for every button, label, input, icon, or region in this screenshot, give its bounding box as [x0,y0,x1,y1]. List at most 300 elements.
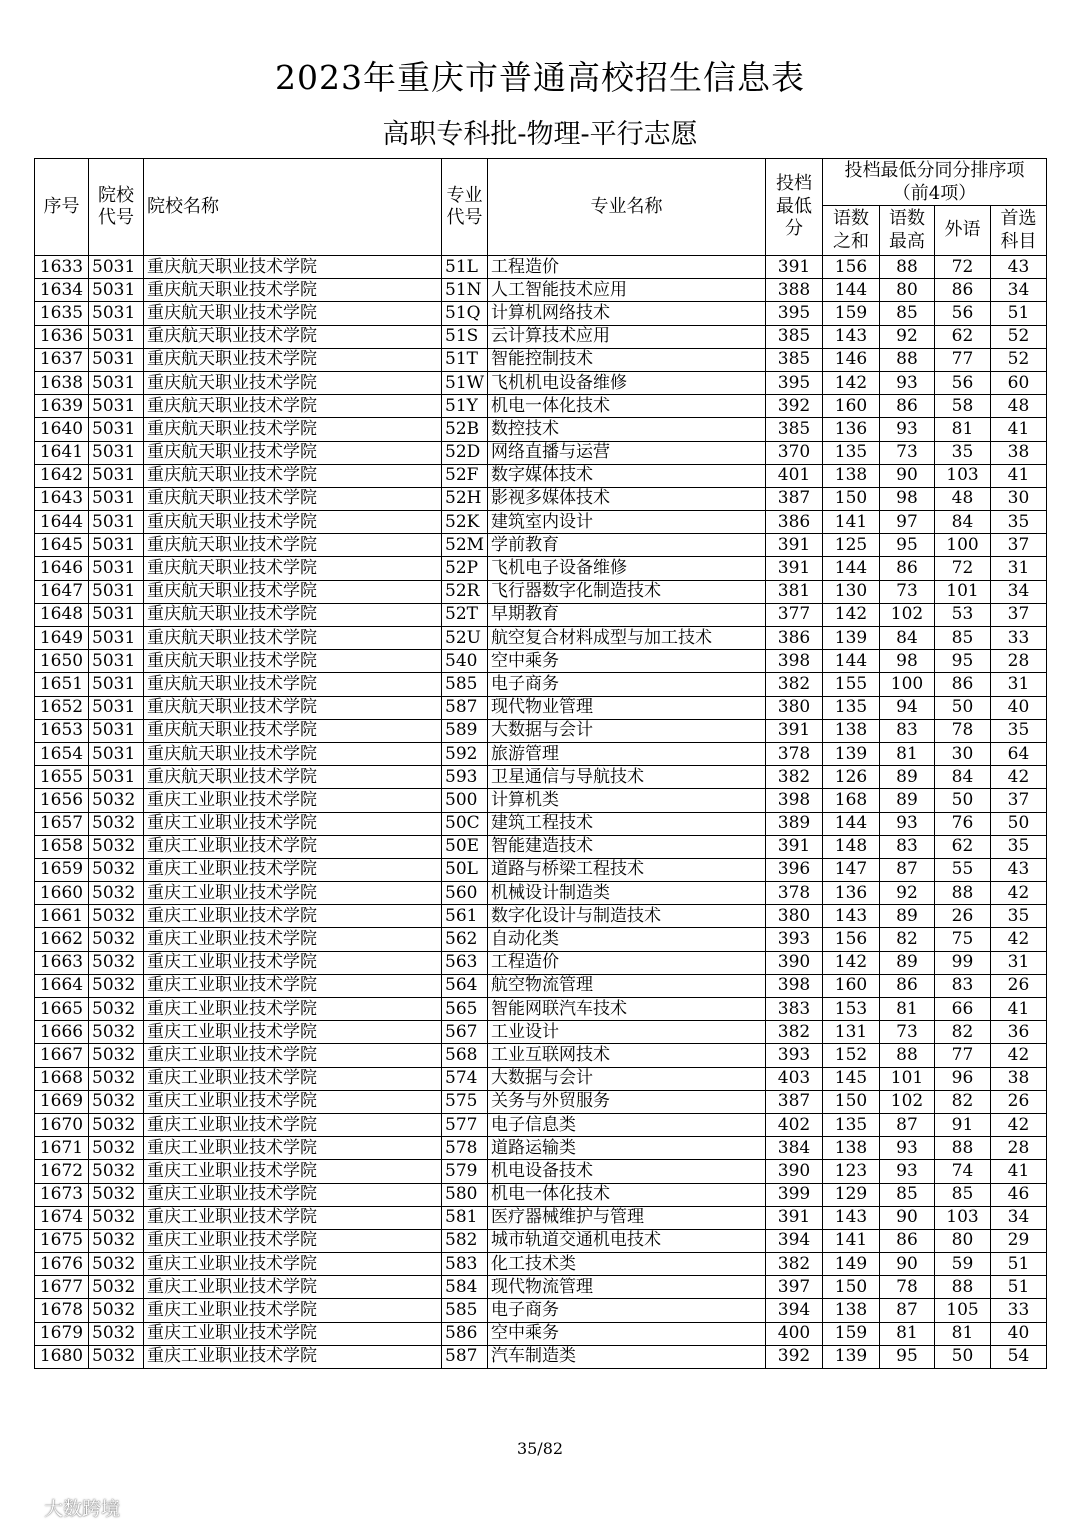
cell-seq: 1658 [35,835,89,858]
cell-max-chinese-math: 89 [880,905,935,928]
cell-school-name: 重庆航天职业技术学院 [144,464,442,487]
cell-school-code: 5032 [89,928,144,951]
cell-school-code: 5031 [89,742,144,765]
cell-max-chinese-math: 89 [880,951,935,974]
cell-min-score: 393 [766,928,823,951]
cell-major-name: 智能建造技术 [488,835,766,858]
cell-school-code: 5031 [89,627,144,650]
table-row [35,998,1047,1021]
cell-sum-chinese-math: 144 [823,650,880,673]
cell-school-name: 重庆航天职业技术学院 [144,279,442,302]
cell-school-name: 重庆工业职业技术学院 [144,928,442,951]
table-row [35,974,1047,997]
cell-major-code: 52R [442,580,488,603]
cell-min-score: 388 [766,279,823,302]
cell-school-name: 重庆工业职业技术学院 [144,1229,442,1252]
cell-seq: 1635 [35,302,89,325]
cell-sum-chinese-math: 143 [823,905,880,928]
header-first-subject: 首选科目 [991,206,1047,256]
cell-seq: 1651 [35,673,89,696]
cell-major-code: 51S [442,325,488,348]
cell-foreign-language: 75 [935,928,991,951]
table-row [35,1090,1047,1113]
cell-seq: 1652 [35,696,89,719]
table-row [35,580,1047,603]
cell-foreign-language: 99 [935,951,991,974]
cell-min-score: 396 [766,858,823,881]
cell-seq: 1668 [35,1067,89,1090]
cell-sum-chinese-math: 139 [823,1345,880,1368]
cell-first-subject: 41 [991,1160,1047,1183]
cell-max-chinese-math: 97 [880,511,935,534]
cell-first-subject: 26 [991,974,1047,997]
cell-school-code: 5031 [89,766,144,789]
cell-major-code: 52D [442,441,488,464]
cell-major-name: 数控技术 [488,418,766,441]
cell-sum-chinese-math: 135 [823,441,880,464]
table-row [35,371,1047,394]
cell-foreign-language: 77 [935,348,991,371]
cell-min-score: 397 [766,1276,823,1299]
cell-seq: 1679 [35,1322,89,1345]
cell-first-subject: 41 [991,998,1047,1021]
cell-major-code: 52T [442,603,488,626]
cell-max-chinese-math: 85 [880,302,935,325]
cell-first-subject: 37 [991,603,1047,626]
cell-major-code: 562 [442,928,488,951]
table-row [35,650,1047,673]
cell-max-chinese-math: 102 [880,603,935,626]
table-row [35,441,1047,464]
cell-foreign-language: 72 [935,256,991,279]
cell-seq: 1664 [35,974,89,997]
cell-min-score: 390 [766,1160,823,1183]
cell-foreign-language: 86 [935,673,991,696]
cell-school-name: 重庆工业职业技术学院 [144,1206,442,1229]
cell-min-score: 398 [766,650,823,673]
table-row [35,1276,1047,1299]
cell-max-chinese-math: 88 [880,256,935,279]
cell-first-subject: 43 [991,858,1047,881]
cell-major-name: 电子商务 [488,1299,766,1322]
cell-major-code: 568 [442,1044,488,1067]
cell-max-chinese-math: 95 [880,1345,935,1368]
cell-sum-chinese-math: 144 [823,279,880,302]
cell-sum-chinese-math: 153 [823,998,880,1021]
cell-school-code: 5031 [89,325,144,348]
cell-school-name: 重庆航天职业技术学院 [144,325,442,348]
cell-major-name: 影视多媒体技术 [488,487,766,510]
header-major-code: 专业代号 [442,159,488,256]
cell-major-name: 网络直播与运营 [488,441,766,464]
cell-school-code: 5032 [89,835,144,858]
cell-major-name: 工业设计 [488,1021,766,1044]
cell-seq: 1661 [35,905,89,928]
cell-seq: 1678 [35,1299,89,1322]
cell-major-code: 587 [442,1345,488,1368]
cell-major-code: 52B [442,418,488,441]
cell-first-subject: 51 [991,1276,1047,1299]
cell-first-subject: 31 [991,673,1047,696]
cell-min-score: 382 [766,1021,823,1044]
cell-sum-chinese-math: 152 [823,1044,880,1067]
cell-max-chinese-math: 92 [880,882,935,905]
table-row [35,603,1047,626]
cell-major-code: 578 [442,1137,488,1160]
cell-max-chinese-math: 73 [880,1021,935,1044]
cell-school-code: 5031 [89,603,144,626]
cell-sum-chinese-math: 138 [823,1299,880,1322]
cell-major-code: 563 [442,951,488,974]
cell-major-name: 城市轨道交通机电技术 [488,1229,766,1252]
cell-major-code: 589 [442,719,488,742]
table-row [35,418,1047,441]
cell-foreign-language: 50 [935,789,991,812]
cell-school-code: 5031 [89,580,144,603]
cell-foreign-language: 35 [935,441,991,464]
cell-max-chinese-math: 83 [880,835,935,858]
cell-foreign-language: 88 [935,882,991,905]
cell-sum-chinese-math: 142 [823,603,880,626]
cell-max-chinese-math: 85 [880,1183,935,1206]
cell-major-code: 564 [442,974,488,997]
cell-foreign-language: 48 [935,487,991,510]
cell-major-name: 道路与桥梁工程技术 [488,858,766,881]
cell-major-code: 574 [442,1067,488,1090]
cell-school-code: 5032 [89,1322,144,1345]
table-row [35,858,1047,881]
cell-major-code: 577 [442,1113,488,1136]
cell-seq: 1654 [35,742,89,765]
cell-school-code: 5032 [89,951,144,974]
cell-school-code: 5032 [89,1113,144,1136]
cell-major-code: 51W [442,371,488,394]
cell-major-name: 飞机机电设备维修 [488,371,766,394]
cell-major-code: 579 [442,1160,488,1183]
cell-sum-chinese-math: 145 [823,1067,880,1090]
cell-sum-chinese-math: 130 [823,580,880,603]
cell-max-chinese-math: 90 [880,464,935,487]
cell-first-subject: 52 [991,348,1047,371]
table-row [35,279,1047,302]
table-row [35,951,1047,974]
cell-school-code: 5031 [89,557,144,580]
cell-school-name: 重庆工业职业技术学院 [144,1090,442,1113]
cell-school-code: 5031 [89,395,144,418]
cell-foreign-language: 88 [935,1137,991,1160]
cell-major-code: 567 [442,1021,488,1044]
cell-school-name: 重庆工业职业技术学院 [144,998,442,1021]
cell-min-score: 398 [766,974,823,997]
cell-major-name: 工业互联网技术 [488,1044,766,1067]
cell-max-chinese-math: 87 [880,1299,935,1322]
cell-major-name: 飞机电子设备维修 [488,557,766,580]
cell-seq: 1669 [35,1090,89,1113]
cell-school-code: 5032 [89,1067,144,1090]
cell-min-score: 382 [766,673,823,696]
cell-major-name: 航空物流管理 [488,974,766,997]
table-row [35,487,1047,510]
cell-school-name: 重庆工业职业技术学院 [144,1137,442,1160]
cell-foreign-language: 100 [935,534,991,557]
cell-max-chinese-math: 93 [880,1160,935,1183]
cell-first-subject: 36 [991,1021,1047,1044]
cell-major-name: 空中乘务 [488,1322,766,1345]
cell-major-name: 数字媒体技术 [488,464,766,487]
header-seq: 序号 [35,159,89,256]
cell-max-chinese-math: 73 [880,441,935,464]
table-row [35,557,1047,580]
cell-foreign-language: 72 [935,557,991,580]
cell-sum-chinese-math: 141 [823,511,880,534]
header-foreign-language: 外语 [935,206,991,256]
cell-max-chinese-math: 92 [880,325,935,348]
cell-major-code: 52U [442,627,488,650]
cell-school-code: 5031 [89,256,144,279]
header-school-name: 院校名称 [144,159,442,256]
cell-school-name: 重庆航天职业技术学院 [144,348,442,371]
cell-sum-chinese-math: 160 [823,974,880,997]
cell-foreign-language: 77 [935,1044,991,1067]
cell-first-subject: 28 [991,1137,1047,1160]
cell-school-code: 5031 [89,348,144,371]
cell-seq: 1645 [35,534,89,557]
cell-min-score: 391 [766,557,823,580]
cell-major-code: 581 [442,1206,488,1229]
cell-max-chinese-math: 86 [880,974,935,997]
cell-school-name: 重庆航天职业技术学院 [144,719,442,742]
cell-school-code: 5032 [89,1253,144,1276]
cell-seq: 1636 [35,325,89,348]
cell-max-chinese-math: 102 [880,1090,935,1113]
cell-min-score: 385 [766,325,823,348]
cell-school-name: 重庆工业职业技术学院 [144,905,442,928]
cell-seq: 1676 [35,1253,89,1276]
cell-min-score: 370 [766,441,823,464]
cell-foreign-language: 84 [935,511,991,534]
cell-min-score: 380 [766,696,823,719]
cell-school-code: 5032 [89,882,144,905]
cell-min-score: 382 [766,1253,823,1276]
cell-school-code: 5031 [89,464,144,487]
page-title: 2023年重庆市普通高校招生信息表 [275,58,805,97]
cell-sum-chinese-math: 138 [823,464,880,487]
cell-first-subject: 46 [991,1183,1047,1206]
cell-sum-chinese-math: 131 [823,1021,880,1044]
cell-first-subject: 31 [991,557,1047,580]
page-subtitle: 高职专科批-物理-平行志愿 [382,119,698,150]
cell-seq: 1662 [35,928,89,951]
cell-major-code: 540 [442,650,488,673]
cell-school-code: 5032 [89,1137,144,1160]
cell-min-score: 394 [766,1299,823,1322]
cell-min-score: 403 [766,1067,823,1090]
cell-major-code: 586 [442,1322,488,1345]
cell-max-chinese-math: 95 [880,534,935,557]
cell-first-subject: 48 [991,395,1047,418]
cell-major-name: 旅游管理 [488,742,766,765]
cell-min-score: 395 [766,371,823,394]
cell-school-code: 5032 [89,1044,144,1067]
cell-first-subject: 34 [991,279,1047,302]
cell-sum-chinese-math: 139 [823,627,880,650]
cell-foreign-language: 76 [935,812,991,835]
cell-max-chinese-math: 90 [880,1253,935,1276]
cell-sum-chinese-math: 147 [823,858,880,881]
table-row [35,627,1047,650]
cell-school-name: 重庆航天职业技术学院 [144,742,442,765]
cell-school-code: 5032 [89,1206,144,1229]
cell-max-chinese-math: 84 [880,627,935,650]
cell-major-code: 500 [442,789,488,812]
cell-sum-chinese-math: 159 [823,302,880,325]
header-max-chinese-math: 语数最高 [880,206,935,256]
cell-seq: 1665 [35,998,89,1021]
cell-foreign-language: 103 [935,1206,991,1229]
cell-school-name: 重庆工业职业技术学院 [144,1113,442,1136]
cell-seq: 1644 [35,511,89,534]
cell-school-code: 5032 [89,812,144,835]
cell-major-name: 人工智能技术应用 [488,279,766,302]
cell-first-subject: 41 [991,418,1047,441]
cell-major-code: 51L [442,256,488,279]
cell-sum-chinese-math: 156 [823,256,880,279]
table-row [35,742,1047,765]
cell-max-chinese-math: 86 [880,395,935,418]
cell-seq: 1638 [35,371,89,394]
cell-school-code: 5032 [89,1345,144,1368]
table-row [35,812,1047,835]
cell-max-chinese-math: 89 [880,789,935,812]
cell-major-code: 52H [442,487,488,510]
table-row [35,464,1047,487]
cell-first-subject: 29 [991,1229,1047,1252]
cell-school-name: 重庆工业职业技术学院 [144,1322,442,1345]
cell-min-score: 391 [766,1206,823,1229]
cell-sum-chinese-math: 159 [823,1322,880,1345]
cell-major-name: 大数据与会计 [488,1067,766,1090]
cell-major-name: 机械设计制造类 [488,882,766,905]
cell-max-chinese-math: 94 [880,696,935,719]
cell-sum-chinese-math: 129 [823,1183,880,1206]
cell-foreign-language: 30 [935,742,991,765]
cell-seq: 1672 [35,1160,89,1183]
cell-min-score: 380 [766,905,823,928]
cell-first-subject: 40 [991,696,1047,719]
cell-school-code: 5032 [89,1276,144,1299]
cell-school-name: 重庆航天职业技术学院 [144,511,442,534]
watermark-text: 大数跨境 [44,1498,121,1520]
cell-min-score: 377 [766,603,823,626]
cell-school-code: 5031 [89,673,144,696]
cell-school-name: 重庆工业职业技术学院 [144,1299,442,1322]
cell-major-code: 52M [442,534,488,557]
cell-seq: 1670 [35,1113,89,1136]
cell-school-name: 重庆工业职业技术学院 [144,835,442,858]
cell-foreign-language: 82 [935,1021,991,1044]
cell-first-subject: 51 [991,302,1047,325]
cell-sum-chinese-math: 135 [823,696,880,719]
table-header [35,159,1047,256]
cell-major-code: 587 [442,696,488,719]
cell-major-name: 机电设备技术 [488,1160,766,1183]
cell-foreign-language: 85 [935,627,991,650]
cell-min-score: 399 [766,1183,823,1206]
table-row [35,766,1047,789]
cell-foreign-language: 82 [935,1090,991,1113]
table-row [35,1113,1047,1136]
cell-major-name: 工程造价 [488,256,766,279]
cell-foreign-language: 86 [935,279,991,302]
cell-first-subject: 30 [991,487,1047,510]
cell-first-subject: 51 [991,1253,1047,1276]
cell-sum-chinese-math: 155 [823,673,880,696]
cell-school-code: 5031 [89,418,144,441]
cell-major-code: 52K [442,511,488,534]
table-row [35,928,1047,951]
cell-foreign-language: 101 [935,580,991,603]
cell-max-chinese-math: 81 [880,998,935,1021]
cell-major-code: 592 [442,742,488,765]
cell-min-score: 391 [766,835,823,858]
cell-major-code: 561 [442,905,488,928]
cell-sum-chinese-math: 139 [823,742,880,765]
cell-min-score: 391 [766,719,823,742]
cell-school-name: 重庆工业职业技术学院 [144,1160,442,1183]
cell-min-score: 390 [766,951,823,974]
cell-max-chinese-math: 78 [880,1276,935,1299]
cell-school-name: 重庆航天职业技术学院 [144,418,442,441]
cell-seq: 1646 [35,557,89,580]
cell-seq: 1637 [35,348,89,371]
cell-school-name: 重庆工业职业技术学院 [144,974,442,997]
cell-major-name: 建筑工程技术 [488,812,766,835]
cell-major-name: 学前教育 [488,534,766,557]
cell-major-code: 583 [442,1253,488,1276]
cell-school-name: 重庆工业职业技术学院 [144,951,442,974]
cell-seq: 1674 [35,1206,89,1229]
cell-school-name: 重庆航天职业技术学院 [144,395,442,418]
table-row [35,1229,1047,1252]
cell-major-name: 计算机类 [488,789,766,812]
cell-major-code: 582 [442,1229,488,1252]
cell-first-subject: 33 [991,627,1047,650]
cell-major-code: 50E [442,835,488,858]
cell-min-score: 400 [766,1322,823,1345]
cell-school-name: 重庆工业职业技术学院 [144,812,442,835]
cell-school-code: 5031 [89,279,144,302]
cell-major-code: 575 [442,1090,488,1113]
cell-first-subject: 33 [991,1299,1047,1322]
cell-school-name: 重庆航天职业技术学院 [144,627,442,650]
cell-school-code: 5031 [89,302,144,325]
cell-max-chinese-math: 93 [880,371,935,394]
table-row [35,696,1047,719]
cell-max-chinese-math: 93 [880,418,935,441]
cell-major-name: 机电一体化技术 [488,1183,766,1206]
cell-seq: 1655 [35,766,89,789]
cell-foreign-language: 103 [935,464,991,487]
cell-school-name: 重庆航天职业技术学院 [144,650,442,673]
cell-school-name: 重庆工业职业技术学院 [144,858,442,881]
cell-major-code: 585 [442,673,488,696]
cell-major-name: 飞行器数字化制造技术 [488,580,766,603]
cell-sum-chinese-math: 150 [823,1276,880,1299]
cell-foreign-language: 56 [935,371,991,394]
cell-first-subject: 37 [991,534,1047,557]
cell-major-name: 建筑室内设计 [488,511,766,534]
cell-max-chinese-math: 82 [880,928,935,951]
